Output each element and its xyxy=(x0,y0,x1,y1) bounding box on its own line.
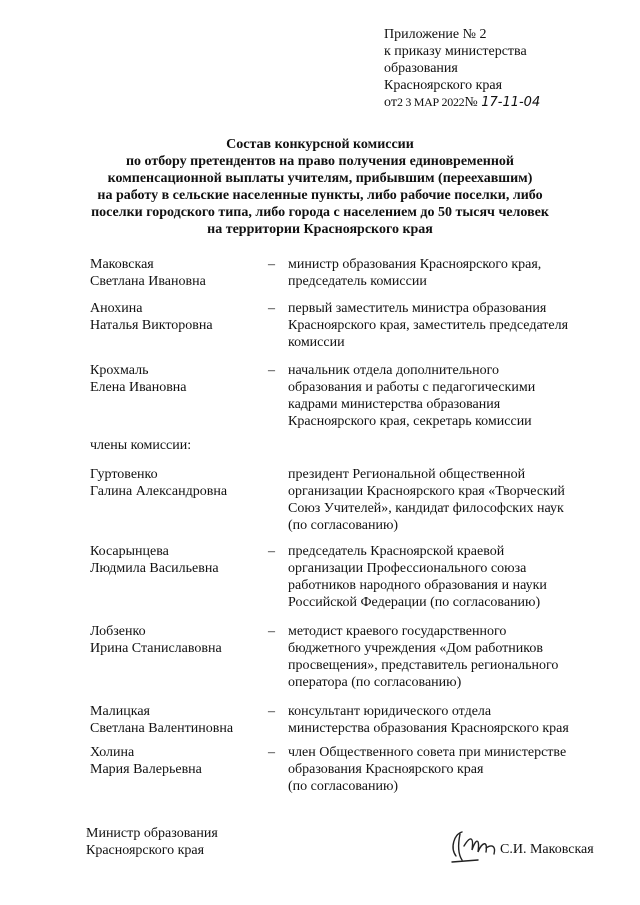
member-surname: Маковская xyxy=(90,257,154,272)
role-line: организации Красноярского края «Творческий xyxy=(288,484,565,499)
appendix-ministry: образования xyxy=(384,61,458,76)
role-line: методист краевого государственного xyxy=(288,624,507,639)
dash: – xyxy=(268,745,275,760)
member-role xyxy=(288,256,610,290)
signer-name: С.И. Маковская xyxy=(500,842,594,857)
role-line: оператора (по согласованию) xyxy=(288,675,462,690)
member-role xyxy=(288,466,610,534)
member-name xyxy=(90,623,260,657)
number-prefix: № xyxy=(464,95,478,110)
appendix-number: Приложение № 2 xyxy=(384,27,487,42)
dash: – xyxy=(268,301,275,316)
member-role xyxy=(288,362,610,430)
role-line: первый заместитель министра образования xyxy=(288,301,547,316)
role-line: министр образования Красноярского края, xyxy=(288,257,542,272)
member-given-name: Мария Валерьевна xyxy=(90,762,202,777)
member-surname: Анохина xyxy=(90,301,143,316)
date-stamp: 2 3 МАР 2022 xyxy=(396,95,465,109)
role-line: образования и работы с педагогическими xyxy=(288,380,536,395)
member-given-name: Светлана Ивановна xyxy=(90,274,206,289)
role-line: (по согласованию) xyxy=(288,518,399,533)
role-line: министерства образования Красноярского края xyxy=(288,721,569,736)
member-name xyxy=(90,362,260,396)
appendix-region: Красноярского края xyxy=(384,78,503,93)
role-line: консультант юридического отдела xyxy=(288,704,492,719)
member-given-name: Елена Ивановна xyxy=(90,380,187,395)
member-role xyxy=(288,543,610,611)
signature-block xyxy=(86,825,218,859)
role-line: организации Профессионального союза xyxy=(288,561,527,576)
role-line: председатель комиссии xyxy=(288,274,427,289)
handwritten-signature xyxy=(448,826,500,866)
role-line: Союз Учителей», кандидат философских наук xyxy=(288,501,564,516)
role-line: бюджетного учреждения «Дом работников xyxy=(288,641,543,656)
role-line: образования Красноярского края xyxy=(288,762,484,777)
member-name xyxy=(90,466,260,500)
role-line: Российской Федерации (по согласованию) xyxy=(288,595,541,610)
role-line: кадрами министерства образования xyxy=(288,397,501,412)
member-surname: Косарынцева xyxy=(90,544,169,559)
member-given-name: Светлана Валентиновна xyxy=(90,721,234,736)
role-line: начальник отдела дополнительного xyxy=(288,363,499,378)
role-line: работников народного образования и науки xyxy=(288,578,547,593)
title-line: компенсационной выплаты учителям, прибывшим (переехавшим) xyxy=(107,171,533,186)
role-line: Красноярского края, секретарь комиссии xyxy=(288,414,532,429)
title-line: по отбору претендентов на право получения единовременной xyxy=(125,154,514,169)
dash: – xyxy=(268,363,275,378)
role-line: председатель Красноярской краевой xyxy=(288,544,505,559)
member-name xyxy=(90,256,260,290)
member-surname: Холина xyxy=(90,745,135,760)
member-role xyxy=(288,744,610,795)
member-name xyxy=(90,300,260,334)
role-line: комиссии xyxy=(288,335,345,350)
dash: – xyxy=(268,257,275,272)
document-title xyxy=(60,136,580,238)
member-surname: Крохмаль xyxy=(90,363,149,378)
member-surname: Малицкая xyxy=(90,704,150,719)
role-line: Красноярского края, заместитель председателя xyxy=(288,318,569,333)
signer-position: Министр образования xyxy=(86,826,218,841)
role-line: (по согласованию) xyxy=(288,779,399,794)
dash: – xyxy=(268,544,275,559)
dash: – xyxy=(268,624,275,639)
role-line: просвещения», представитель регионального xyxy=(288,658,559,673)
member-surname: Гуртовенко xyxy=(90,467,158,482)
title-line: на работу в сельские населенные пункты, либо рабочие поселки, либо xyxy=(97,188,543,203)
members-label: члены комиссии: xyxy=(90,438,192,453)
title-line: поселки городского типа, либо города с населением до 50 тысяч человек xyxy=(91,205,549,220)
signer-position-region: Красноярского края xyxy=(86,843,205,858)
title-line: на территории Красноярского края xyxy=(207,222,433,237)
title-line: Состав конкурсной комиссии xyxy=(226,137,414,152)
member-name xyxy=(90,703,260,737)
member-given-name: Людмила Васильевна xyxy=(90,561,219,576)
appendix-date-line xyxy=(384,94,540,111)
member-given-name: Ирина Станиславовна xyxy=(90,641,222,656)
dash: – xyxy=(268,704,275,719)
date-prefix: от xyxy=(384,95,397,110)
appendix-header xyxy=(384,26,540,111)
member-surname: Лобзенко xyxy=(90,624,146,639)
role-line: президент Региональной общественной xyxy=(288,467,526,482)
role-line: член Общественного совета при министерстве xyxy=(288,745,567,760)
member-given-name: Наталья Викторовна xyxy=(90,318,213,333)
member-name xyxy=(90,744,260,778)
member-role xyxy=(288,703,610,737)
order-number: 17-11-04 xyxy=(481,95,541,110)
member-role xyxy=(288,300,610,351)
member-given-name: Галина Александровна xyxy=(90,484,228,499)
member-role xyxy=(288,623,610,691)
appendix-order-ref: к приказу министерства xyxy=(384,44,527,59)
member-name xyxy=(90,543,260,577)
